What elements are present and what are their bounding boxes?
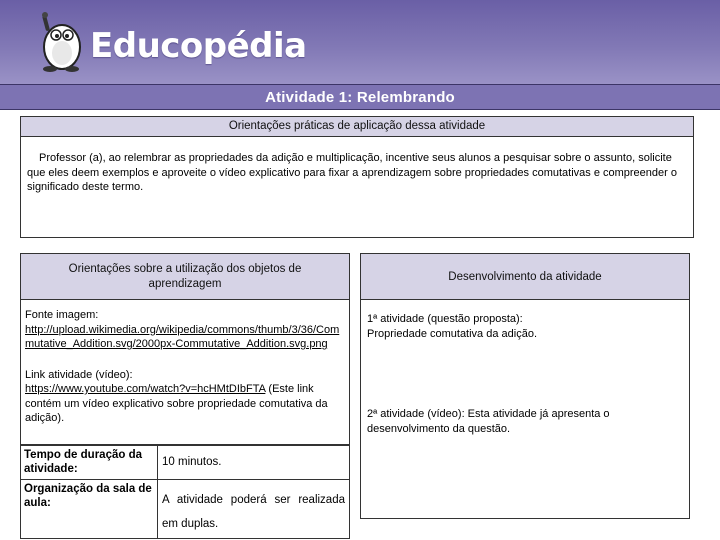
mascot-icon <box>38 7 86 75</box>
image-source-label: Fonte imagem: <box>25 309 99 321</box>
learning-objects-heading-text: Orientações sobre a utilização dos objetos de aprendizagem <box>68 262 302 290</box>
video-source-link[interactable]: https://www.youtube.com/watch?v=hcHMtDIbFTA <box>25 383 266 395</box>
development-body <box>361 300 689 436</box>
development-activity-1: 1ª atividade (questão proposta): Propriedade comutativa da adição. <box>367 313 537 340</box>
duration-label: Tempo de duração da atividade: <box>21 446 158 480</box>
educopedia-logo[interactable] <box>38 6 307 76</box>
organization-label: Organização da sala de aula: <box>21 480 158 539</box>
activity-title: Atividade 1: Relembrando <box>265 88 455 106</box>
activity-details-table <box>20 445 350 539</box>
video-source-note: (Este link contém um vídeo explicativo sobre propriedade comutativa da adição). <box>25 383 328 424</box>
table-row <box>21 480 350 539</box>
activity-title-bar <box>0 84 720 110</box>
development-activity-2: 2ª atividade (vídeo): Esta atividade já apresenta o desenvolvimento da questão. <box>367 408 610 435</box>
site-header <box>0 0 720 84</box>
practical-guidance-text: Professor (a), ao relembrar as propriedades da adição e multiplicação, incentive seus alunos a pesquisar sobre o assunto, solicite que eles deem exemplos e aproveite o vídeo explicativo para fixar a aprendizagem sobre propriedades comutativas e compreender o significado deste termo. <box>27 152 677 193</box>
image-source-link[interactable]: http://upload.wikimedia.org/wikipedia/commons/thumb/3/36/Commutative_Addition.svg/2000px-Commutative_Addition.svg.png <box>25 323 340 350</box>
learning-objects-heading <box>21 254 349 300</box>
table-row <box>21 446 350 480</box>
video-source <box>25 368 345 426</box>
brand-name: Educopédia <box>90 26 307 66</box>
development-box <box>360 253 690 519</box>
organization-value: A atividade poderá ser realizada em duplas. <box>158 480 350 539</box>
video-source-label: Link atividade (vídeo): <box>25 368 133 381</box>
development-heading: Desenvolvimento da atividade <box>361 254 689 300</box>
image-source <box>25 308 345 352</box>
duration-value: 10 minutos. <box>158 446 350 480</box>
practical-guidance-box <box>20 116 694 238</box>
learning-objects-body <box>21 300 349 426</box>
learning-objects-box <box>20 253 350 445</box>
practical-guidance-heading: Orientações práticas de aplicação dessa atividade <box>21 117 693 137</box>
